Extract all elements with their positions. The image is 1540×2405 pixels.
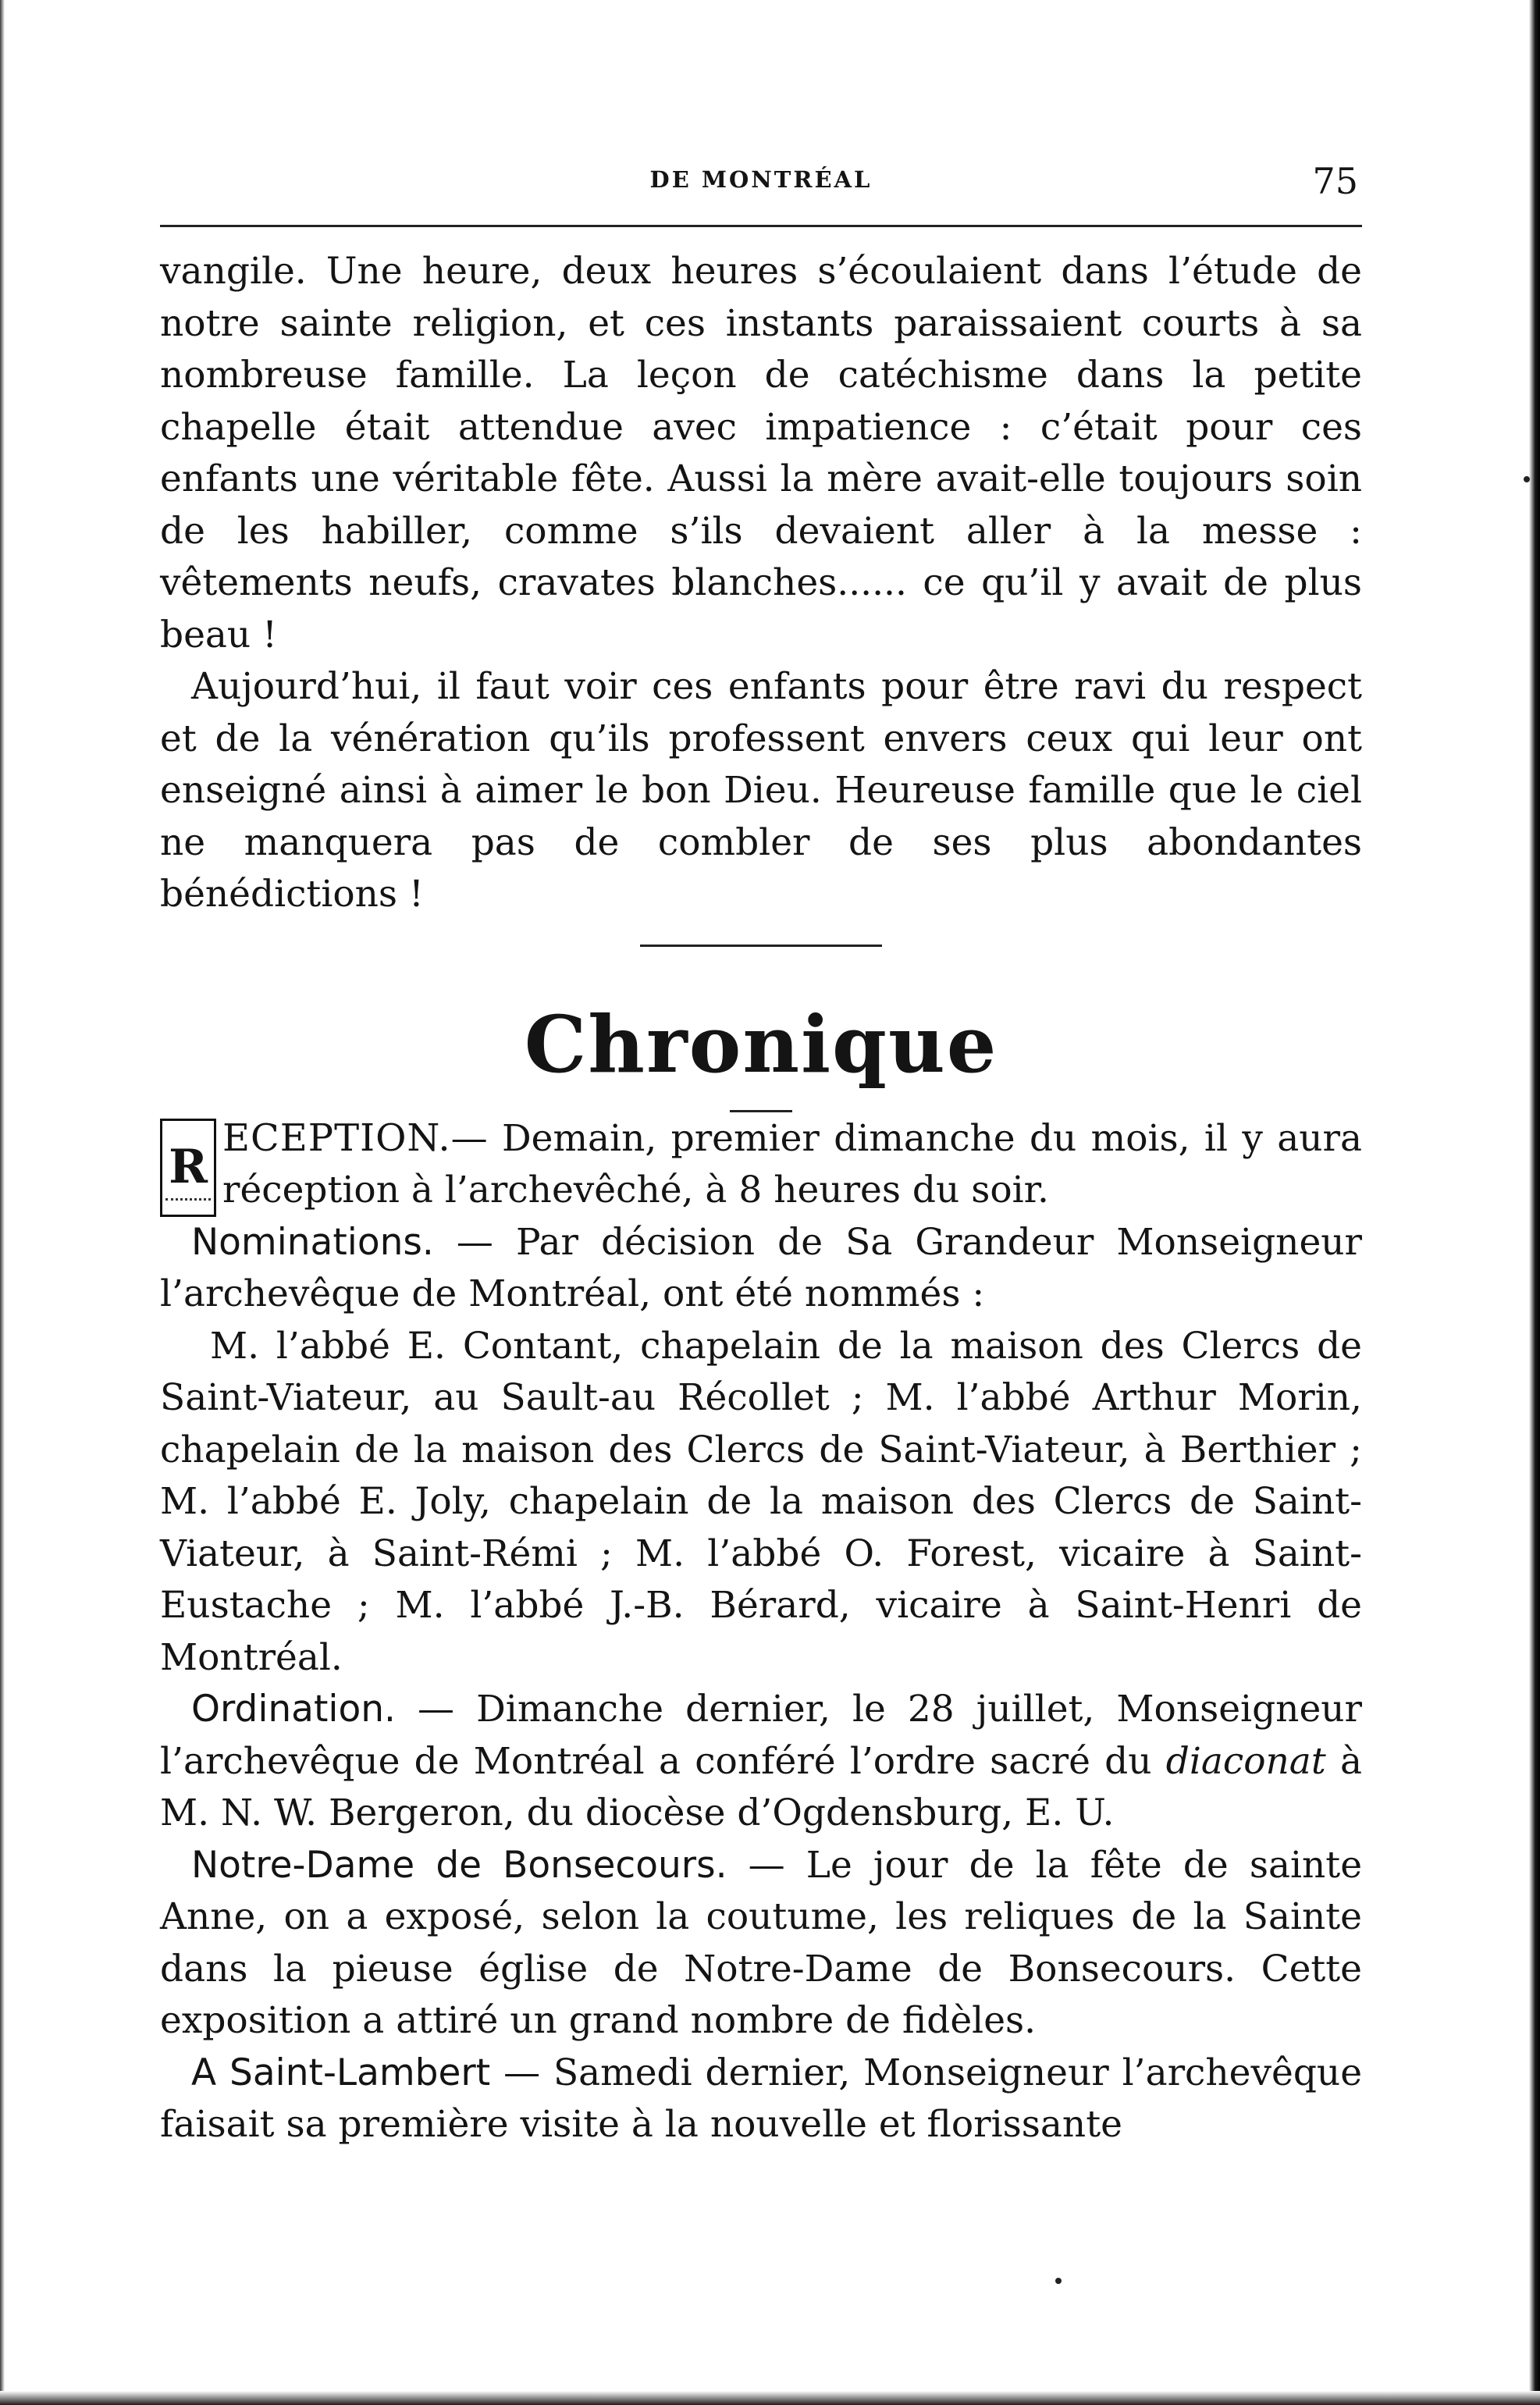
bonsecours-paragraph: [160, 1840, 1362, 2047]
section-divider: [640, 945, 882, 947]
saint-lambert-text: — Samedi dernier, Monseigneur l’archevêque faisait sa première visite à la nouvelle et florissante: [160, 2051, 1363, 2146]
scan-edge-left: [0, 0, 5, 2405]
drop-cap-decoration: [165, 1198, 211, 1208]
nominations-list: M. l’abbé E. Contant, chapelain de la maison des Clercs de Saint-Viateur, au Sault-au Récollet ; M. l’abbé Arthur Morin, chapelain de la maison des Clercs de Saint-Viateur, à Berthier ; M. l’abbé E. Joly, chapelain de la maison des Clercs de Saint-Viateur, à Saint-Rémi ; M. l’abbé O. Forest, vicaire à Saint-Eustache ; M. l’abbé J.-B. Bérard, vicaire à Saint-Henri de Montréal.: [160, 1324, 1362, 1679]
reception-paragraph: [160, 1112, 1362, 1217]
ordination-text-1: — Dimanche dernier, le 28 juillet, Monseigneur l’archevêque de Montréal a conféré l’ordre sacré du: [160, 1688, 1362, 1783]
running-title: DE MONTRÉAL: [649, 166, 873, 193]
reception-text: — Demain, premier dimanche du mois, il y aura réception à l’archevêché, à 8 heures du soir.: [222, 1116, 1362, 1211]
page-number: 75: [1312, 160, 1358, 202]
continuation-paragraph: Aujourd’hui, il faut voir ces enfants pour être ravi du respect et de la vénération qu’ils professent envers ceux qui leur ont enseigné ainsi à aimer le bon Dieu. Heureuse famille que le ciel ne manquera pas de combler de ses plus abondantes bénédictions !: [160, 665, 1362, 916]
section-title: Chronique: [524, 998, 998, 1090]
ordination-text-2: à M. N. W. Bergeron, du diocèse d’Ogdensburg, E. U.: [160, 1739, 1362, 1834]
scan-speck: [1524, 476, 1530, 482]
ordination-heading: Ordination.: [191, 1688, 396, 1731]
nominations-heading: Nominations.: [191, 1220, 434, 1264]
drop-cap-ornament: [160, 1119, 216, 1217]
nominations-intro: — Par décision de Sa Grandeur Monseigneur l’archevêque de Montréal, ont été nommés :: [160, 1220, 1362, 1315]
saint-lambert-heading: A Saint-Lambert: [191, 2051, 491, 2094]
reception-heading: ECEPTION.: [222, 1115, 451, 1160]
ordination-paragraph: [160, 1684, 1362, 1840]
nominations-paragraph: [160, 1217, 1362, 1321]
continuation-paragraph: vangile. Une heure, deux heures s’écoulaient dans l’étude de notre sainte religion, et ces instants paraissaient courts à sa nombreuse famille. La leçon de catéchisme dans la petite chapelle était attendue avec impatience : c’était pour ces enfants une véritable fête. Aussi la mère avait-elle toujours soin de les habiller, comme s’ils devaient aller à la messe : vêtements neufs, cravates blanches...... ce qu’il y avait de plus beau !: [160, 250, 1362, 656]
ordination-emphasis: diaconat: [1165, 1739, 1326, 1783]
drop-cap-letter: R: [169, 1140, 208, 1195]
bonsecours-heading: Notre-Dame de Bonsecours.: [191, 1843, 727, 1887]
scan-edge-right: [1529, 0, 1540, 2405]
saint-lambert-paragraph: [160, 2047, 1362, 2151]
text-column: [160, 246, 1362, 2151]
bonsecours-text: — Le jour de la fête de sainte Anne, on a exposé, selon la coutume, les reliques de la Sainte dans la pieuse église de Notre-Dame de Bonsecours. Cette exposition a attiré un grand nombre de fidèles.: [160, 1843, 1363, 2042]
scan-edge-bottom: [0, 2391, 1540, 2405]
page-header: [164, 160, 1358, 207]
header-rule: [160, 225, 1362, 227]
scan-speck: [1055, 2278, 1062, 2284]
